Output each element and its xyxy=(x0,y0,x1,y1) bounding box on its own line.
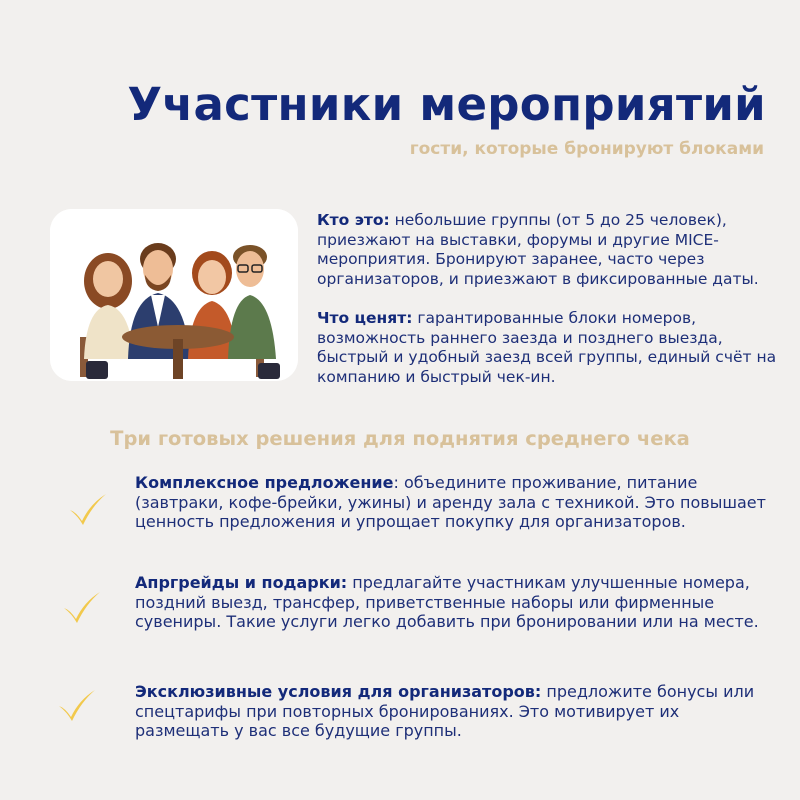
who-label: Кто это: xyxy=(317,211,390,229)
solution-item-upgrades xyxy=(135,573,775,632)
solution-item-package xyxy=(135,473,775,532)
solution-text: : объедините проживание, питание (завтраки, кофе-брейки, ужины) и аренду зала с техникой. Это повышает ценность предложения и упрощает покупку для организаторов. xyxy=(135,473,766,531)
group-photo xyxy=(50,209,298,381)
page-subtitle: гости, которые бронируют блоками xyxy=(409,139,764,159)
checkmark-icon xyxy=(66,488,108,530)
solution-label: Комплексное предложение xyxy=(135,473,394,492)
values-text: гарантированные блоки номеров, возможность раннего заезда и позднего выезда, быстрый и удобный заезд всей группы, единый счёт на компанию и быстрый чек-ин. xyxy=(317,309,777,386)
page-title: Участники мероприятий xyxy=(127,78,766,131)
people-at-table-illustration xyxy=(50,209,298,381)
who-text: небольшие группы (от 5 до 25 человек), приезжают на выставки, форумы и другие MICE-мероприятия. Бронируют заранее, часто через организаторов, и приезжают в фиксированные даты. xyxy=(317,211,759,288)
values-label: Что ценят: xyxy=(317,309,413,327)
checkmark-icon xyxy=(60,586,102,628)
solution-label: Апргрейды и подарки: xyxy=(135,573,348,592)
solution-text: предложите бонусы или спецтарифы при повторных бронированиях. Это мотивирует их размещать у вас все будущие группы. xyxy=(135,682,755,740)
solution-text: предлагайте участникам улучшенные номера, поздний выезд, трансфер, приветственные наборы или фирменные сувениры. Такие услуги легко добавить при бронировании или на месте. xyxy=(135,573,759,631)
solution-label: Эксклюзивные условия для организаторов: xyxy=(135,682,542,701)
checkmark-icon xyxy=(55,684,97,726)
who-paragraph xyxy=(317,211,779,289)
intro-text xyxy=(317,211,779,407)
solution-item-organizers xyxy=(135,682,775,741)
section-title: Три готовых решения для поднятия среднего чека xyxy=(110,427,690,450)
values-paragraph xyxy=(317,309,779,387)
